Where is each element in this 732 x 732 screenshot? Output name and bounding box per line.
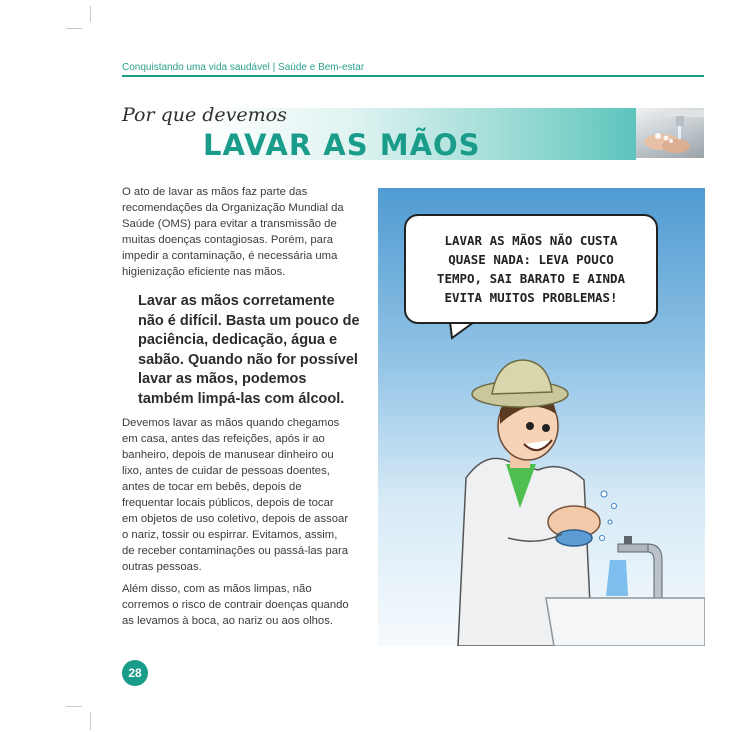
running-header: Conquistando uma vida saudável | Saúde e Bem-estar	[122, 62, 365, 73]
besides-paragraph: Além disso, com as mãos limpas, não corremos o risco de contrair doenças quando as levamos à boca, ao nariz ou aos olhos.	[122, 583, 349, 627]
crop-mark-bottom	[90, 712, 91, 730]
page-subtitle: Por que devemos	[122, 104, 287, 126]
page-number: 28	[122, 660, 148, 686]
highlight-paragraph: Lavar as mãos corretamente não é difícil. Basta um pouco de paciência, dedicação, água e sabão. Quando não for possível lavar as mãos, podemos também limpá-las com álcool.	[138, 293, 360, 407]
handwashing-photo-drawing	[636, 108, 704, 158]
header-rule	[122, 75, 704, 77]
speech-bubble-text: LAVAR AS MÃOS NÃO CUSTA QUASE NADA: LEVA POUCO TEMPO, SAI BARATO E AINDA EVITA MUITOS PROBLEMAS!	[436, 233, 626, 305]
crop-mark-top	[90, 6, 91, 22]
crop-mark-top-left	[66, 28, 82, 29]
when-paragraph: Devemos lavar as mãos quando chegamos em casa, antes das refeições, após ir ao banheiro, depois de manusear dinheiro ou lixo, antes de cuidar de pessoas doentes, antes de tocar em bebês, depois de frequentar locais públicos, depois de tocar em objetos de uso coletivo, depois de assoar o nariz, tossir ou espirrar. Evitamos, assim, de receber contaminações ou passá-las para outras pessoas.	[122, 417, 349, 573]
doctor-illustration	[378, 188, 705, 646]
intro-paragraph: O ato de lavar as mãos faz parte das recomendações da Organização Mundial da Saúde (OMS) para evitar a transmissão de muitas doenças contagiosas. Porém, para impedir a contaminação, é necessária uma higienização eficiente nas mãos.	[122, 186, 344, 278]
speech-bubble	[404, 214, 658, 324]
page-title: LAVAR AS MÃOS	[203, 128, 481, 162]
handwashing-photo	[636, 108, 704, 158]
crop-mark-bottom-left	[66, 706, 82, 707]
